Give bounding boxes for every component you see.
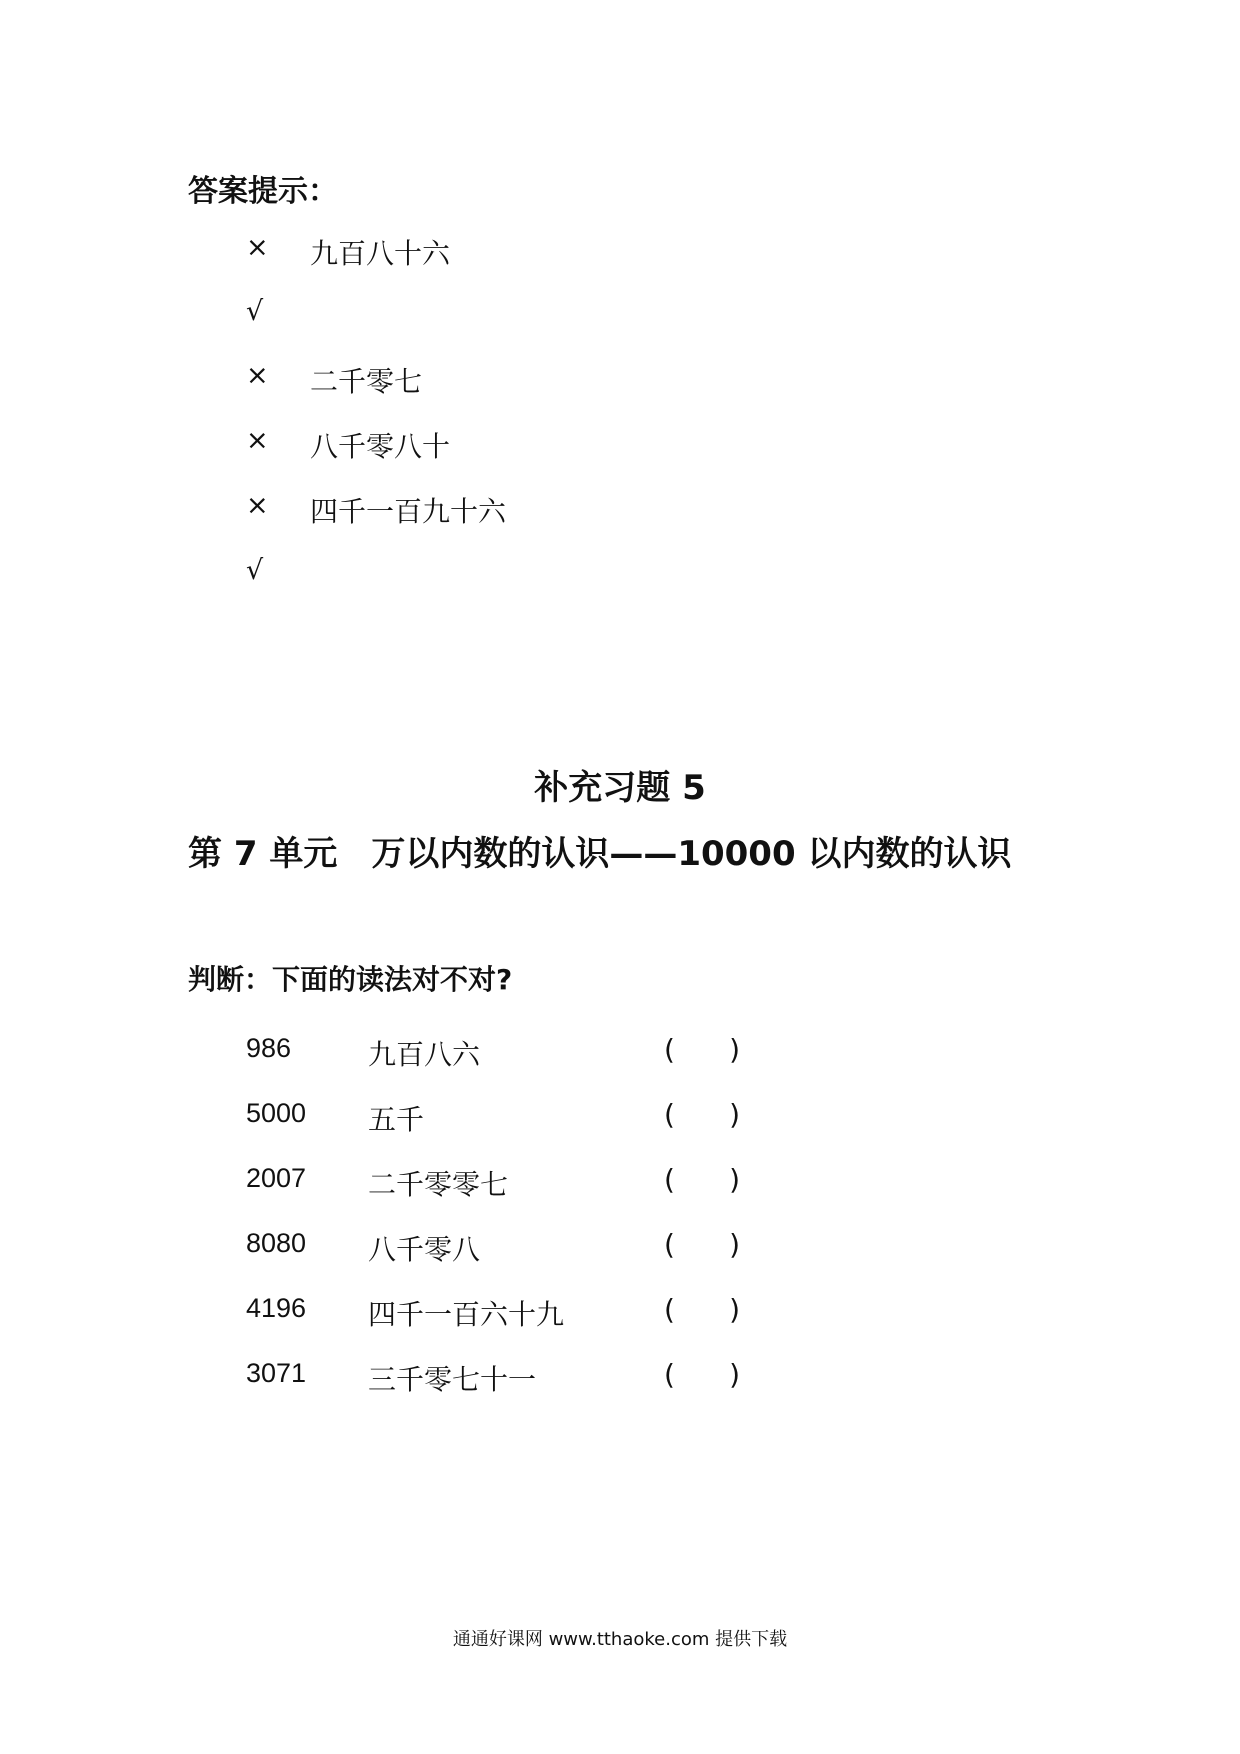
answer-reading: 四千一百九十六: [310, 495, 507, 528]
question-reading: 三千零七十一: [368, 1363, 537, 1396]
answer-mark: √: [246, 555, 264, 586]
footer-text: 通通好课网 www.tthaoke.com 提供下载: [452, 1629, 788, 1650]
answer-mark: √: [246, 296, 264, 327]
paren-close: ): [729, 1033, 740, 1066]
question-row: [246, 1228, 846, 1268]
question-reading: 二千零零七: [368, 1168, 509, 1201]
question-number: 4196: [246, 1293, 307, 1323]
paren-open: (: [664, 1293, 675, 1326]
answer-mark: ×: [246, 232, 269, 263]
question-reading: 八千零八: [368, 1233, 481, 1266]
question-reading: 五千: [368, 1103, 425, 1136]
answer-reading: 九百八十六: [310, 237, 451, 270]
paren-close: ): [729, 1358, 740, 1391]
paren-close: ): [729, 1293, 740, 1326]
question-number: 8080: [246, 1228, 307, 1258]
answer-reading: 二千零七: [310, 365, 423, 398]
answer-row: [246, 425, 846, 465]
answer-row: [246, 555, 846, 595]
question-row: [246, 1033, 846, 1073]
instruction: 判断：下面的读法对不对?: [188, 963, 513, 996]
answer-row: [246, 360, 846, 400]
exercise-title: 补充习题 5: [534, 768, 706, 808]
answer-mark: ×: [246, 360, 269, 391]
paren-open: (: [664, 1228, 675, 1261]
answer-reading: 八千零八十: [310, 430, 451, 463]
answer-row: [246, 232, 846, 272]
question-row: [246, 1163, 846, 1203]
question-reading: 四千一百六十九: [368, 1298, 565, 1331]
question-number: 2007: [246, 1163, 307, 1193]
paren-open: (: [664, 1163, 675, 1196]
question-row: [246, 1358, 846, 1398]
answer-row: [246, 490, 846, 530]
question-number: 3071: [246, 1358, 307, 1388]
paren-close: ): [729, 1163, 740, 1196]
answer-blank[interactable]: [664, 1033, 740, 1066]
paren-close: ): [729, 1228, 740, 1261]
question-number: 5000: [246, 1098, 307, 1128]
answer-blank[interactable]: [664, 1228, 740, 1261]
answer-mark: ×: [246, 425, 269, 456]
question-number: 986: [246, 1033, 292, 1063]
paren-open: (: [664, 1098, 675, 1131]
answer-heading: 答案提示：: [188, 174, 338, 209]
answer-blank[interactable]: [664, 1358, 740, 1391]
answer-blank[interactable]: [664, 1293, 740, 1326]
question-row: [246, 1293, 846, 1333]
answer-blank[interactable]: [664, 1163, 740, 1196]
answer-mark: ×: [246, 490, 269, 521]
paren-open: (: [664, 1033, 675, 1066]
unit-subtitle: 第 7 单元 万以内数的认识——10000 以内数的认识: [188, 834, 1012, 874]
answer-row: [246, 296, 846, 336]
answer-blank[interactable]: [664, 1098, 740, 1131]
paren-open: (: [664, 1358, 675, 1391]
question-reading: 九百八六: [368, 1038, 481, 1071]
question-row: [246, 1098, 846, 1138]
paren-close: ): [729, 1098, 740, 1131]
